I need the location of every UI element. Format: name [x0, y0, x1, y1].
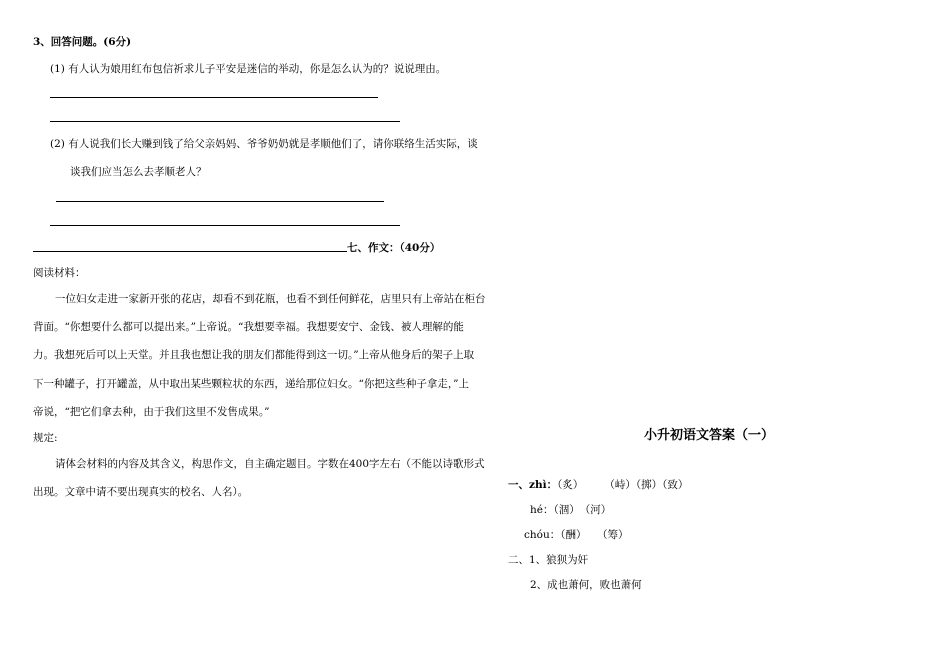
- answer-line: [50, 97, 378, 98]
- question-3-part-1: (1) 有人认为娘用红布包信祈求儿子平安是迷信的举动，你是怎么认为的？说说理由。: [50, 63, 447, 75]
- material-line: 背面。“你想要什么都可以提出来。”上帝说。“我想要幸福。我想要安宁、金钱、被人理解的能: [33, 321, 464, 333]
- material-line: 一位妇女走进一家新开张的花店，却看不到花瓶，也看不到任何鲜花，店里只有上帝站在柜台: [55, 293, 486, 305]
- answer-2-2: 2、成也萧何，败也萧何: [530, 579, 642, 591]
- reading-material-label: 阅读材料：: [33, 267, 86, 279]
- answer-1-zhi-chars: （炙） （峙）（掷）（致）: [557, 479, 689, 491]
- answer-line: [50, 121, 400, 122]
- answer-1-label: 一、zhì：: [508, 479, 558, 491]
- answer-line: [50, 225, 400, 226]
- answer-title: 小升初语文答案（一）: [644, 428, 775, 443]
- question-3-title: 3、回答问题。(6分): [33, 36, 132, 48]
- material-line: 下一种罐子，打开罐盖，从中取出某些颗粒状的东西，递给那位妇女。“你把这些种子拿走，”上: [33, 378, 469, 390]
- answer-1-zhi: [508, 478, 688, 492]
- rules-label: 规定:: [33, 432, 58, 444]
- material-line: 帝说，“把它们拿去种，由于我们这里不发售成果。”: [33, 406, 270, 418]
- answer-1-he: hé：（涸） （河）: [530, 504, 612, 516]
- section-divider-line: [33, 251, 347, 252]
- answer-2-1: 二、1、狼狈为奸: [508, 554, 589, 566]
- answer-line: [56, 201, 384, 202]
- section-7-title: 七、作文：（40分）: [347, 242, 441, 254]
- answer-1-chou: chóu：（酬） （筹）: [524, 529, 629, 541]
- question-3-part-2-cont: 谈我们应当怎么去孝顺老人？: [70, 166, 207, 178]
- rules-line: 出现。文章中请不要出现真实的校名、人名）。: [33, 486, 249, 498]
- question-3-part-2: (2) 有人说我们长大赚到钱了给父亲妈妈、爷爷奶奶就是孝顺他们了，请你联络生活实际，谈: [50, 138, 478, 150]
- material-line: 力。我想死后可以上天堂。并且我也想让我的朋友们都能得到这一切。”上帝从他身后的架子上取: [33, 349, 475, 361]
- rules-line: 请体会材料的内容及其含义，构思作文，自主确定题目。字数在400字左右（不能以诗歌形式: [55, 458, 485, 470]
